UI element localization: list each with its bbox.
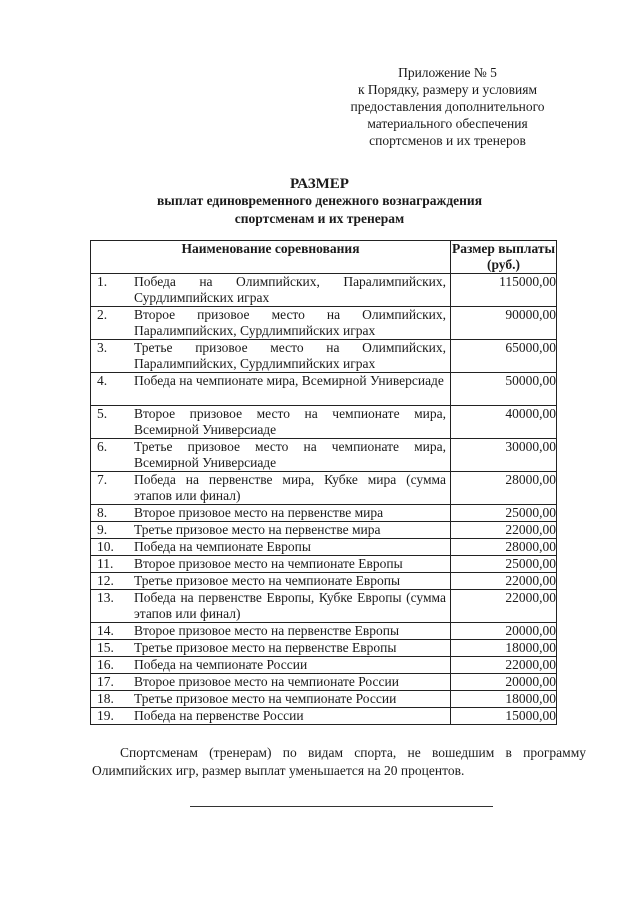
appendix-line: материального обеспечения — [367, 116, 528, 131]
payment-amount: 20000,00 — [451, 623, 557, 640]
table-row — [91, 674, 557, 691]
payment-amount: 18000,00 — [451, 691, 557, 708]
row-number: 8. — [97, 505, 108, 520]
payment-amount: 40000,00 — [451, 406, 557, 439]
payment-amount: 22000,00 — [451, 522, 557, 539]
payment-amount: 28000,00 — [451, 539, 557, 556]
competition-name: Победа на первенстве Европы, Кубке Европы (сумма этапов или финал) — [134, 590, 446, 621]
payment-amount: 90000,00 — [451, 307, 557, 340]
row-number: 9. — [97, 522, 108, 537]
payment-amount: 25000,00 — [451, 505, 557, 522]
row-number: 11. — [97, 556, 114, 571]
payment-amount: 115000,00 — [451, 274, 557, 307]
table-row — [91, 623, 557, 640]
table-row — [91, 573, 557, 590]
payment-amount: 28000,00 — [451, 472, 557, 505]
competition-name: Второе призовое место на первенстве Европы — [134, 623, 400, 638]
header-amount-line1: Размер выплаты — [451, 241, 556, 256]
table-row — [91, 590, 557, 623]
appendix-title: Приложение № 5 — [398, 65, 497, 80]
appendix-header — [330, 64, 565, 149]
table-row — [91, 539, 557, 556]
table-row — [91, 556, 557, 573]
row-number: 15. — [97, 640, 114, 655]
payment-amount: 50000,00 — [451, 373, 557, 406]
header-amount-line2: (руб.) — [486, 257, 521, 272]
payment-amount: 20000,00 — [451, 674, 557, 691]
payment-amount: 22000,00 — [451, 573, 557, 590]
payment-amount: 30000,00 — [451, 439, 557, 472]
competition-name: Третье призовое место на Олимпийских, Паралимпийских, Сурдлимпийских играх — [134, 340, 446, 371]
competition-name: Второе призовое место на первенстве мира — [134, 505, 384, 520]
competition-name: Третье призовое место на чемпионате Европы — [134, 573, 401, 588]
table-row — [91, 406, 557, 439]
competition-name: Третье призовое место на первенстве мира — [134, 522, 381, 537]
table-row — [91, 373, 557, 406]
row-number: 5. — [97, 406, 108, 421]
payment-amount: 22000,00 — [451, 590, 557, 623]
table-row — [91, 274, 557, 307]
competition-name: Третье призовое место на чемпионате мира, Всемирной Универсиаде — [134, 439, 446, 470]
row-number: 18. — [97, 691, 114, 706]
table-row — [91, 505, 557, 522]
competition-name: Победа на первенстве мира, Кубке мира (сумма этапов или финал) — [134, 472, 446, 503]
competition-name: Второе призовое место на чемпионате мира, Всемирной Универсиаде — [134, 406, 446, 437]
payment-amount: 22000,00 — [451, 657, 557, 674]
document-subtitle: выплат единовременного денежного вознаграждения — [157, 193, 482, 208]
payment-amount: 65000,00 — [451, 340, 557, 373]
competition-name: Победа на чемпионате мира, Всемирной Универсиаде — [134, 373, 444, 388]
bottom-divider — [190, 806, 493, 807]
table-row — [91, 472, 557, 505]
row-number: 6. — [97, 439, 108, 454]
table-row — [91, 522, 557, 539]
row-number: 16. — [97, 657, 114, 672]
row-number: 14. — [97, 623, 114, 638]
row-number: 3. — [97, 340, 108, 355]
competition-name: Победа на чемпионате России — [134, 657, 308, 672]
table-row — [91, 657, 557, 674]
appendix-line: спортсменов и их тренеров — [369, 133, 526, 148]
row-number: 17. — [97, 674, 114, 689]
table-header-row — [91, 241, 557, 274]
competition-name: Второе призовое место на чемпионате Европы — [134, 556, 403, 571]
row-number: 1. — [97, 274, 108, 289]
competition-name: Победа на Олимпийских, Паралимпийских, Сурдлимпийских играх — [134, 274, 446, 305]
row-number: 2. — [97, 307, 108, 322]
row-number: 7. — [97, 472, 108, 487]
competition-name: Второе призовое место на Олимпийских, Паралимпийских, Сурдлимпийских играх — [134, 307, 446, 338]
appendix-line: к Порядку, размеру и условиям — [357, 82, 538, 97]
table-row — [91, 340, 557, 373]
competition-name: Второе призовое место на чемпионате России — [134, 674, 399, 689]
row-number: 12. — [97, 573, 114, 588]
payment-amount: 15000,00 — [451, 708, 557, 725]
note-paragraph — [92, 744, 586, 780]
competition-name: Победа на первенстве России — [134, 708, 304, 723]
table-row — [91, 691, 557, 708]
appendix-line: предоставления дополнительного — [350, 99, 545, 114]
competition-name: Победа на чемпионате Европы — [134, 539, 311, 554]
header-amount — [451, 241, 557, 274]
table-row — [91, 708, 557, 725]
note-line: Олимпийских игр, размер выплат уменьшается на 20 процентов. — [92, 763, 465, 778]
competition-name: Третье призовое место на чемпионате России — [134, 691, 397, 706]
table-row — [91, 307, 557, 340]
table-row — [91, 439, 557, 472]
document-title: РАЗМЕР — [290, 176, 349, 192]
row-number: 13. — [97, 590, 114, 605]
payment-amount: 18000,00 — [451, 640, 557, 657]
payment-amount: 25000,00 — [451, 556, 557, 573]
row-number: 19. — [97, 708, 114, 723]
row-number: 4. — [97, 373, 108, 388]
table-row — [91, 640, 557, 657]
document-subtitle: спортсменам и их тренерам — [234, 211, 405, 226]
row-number: 10. — [97, 539, 114, 554]
awards-table — [90, 240, 557, 725]
note-line: Спортсменам (тренерам) по видам спорта, не вошедшим в программу — [120, 745, 586, 760]
competition-name: Третье призовое место на первенстве Европы — [134, 640, 397, 655]
header-competition: Наименование соревнования — [91, 241, 451, 274]
